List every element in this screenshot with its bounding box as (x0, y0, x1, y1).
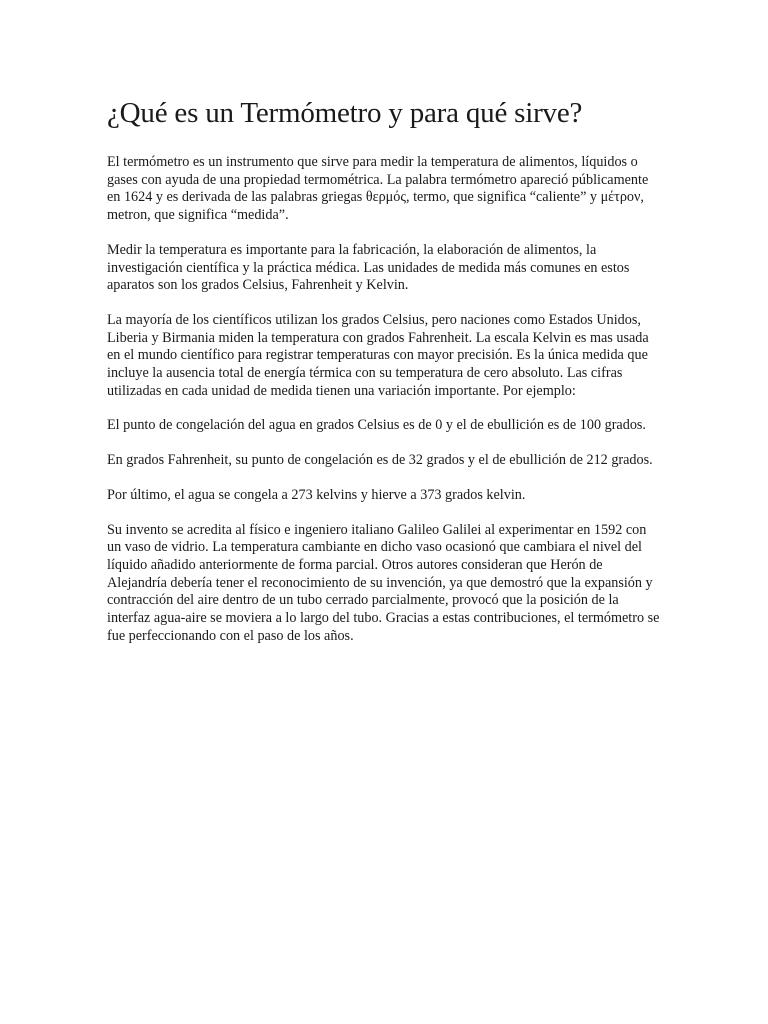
paragraph-fahrenheit: En grados Fahrenheit, su punto de congelación es de 32 grados y el de ebullición de 212 grados. (107, 452, 653, 469)
paragraph-celsius: El punto de congelación del agua en grados Celsius es de 0 y el de ebullición es de 100 grados. (107, 417, 646, 434)
paragraph-kelvin: Por último, el agua se congela a 273 kelvins y hierve a 373 grados kelvin. (107, 486, 526, 503)
document-title: ¿Qué es un Termómetro y para qué sirve? (107, 97, 583, 129)
paragraph-importance: Medir la temperatura es importante para la fabricación, la elaboración de alimentos, la investigación científica y la práctica médica. Las unidades de medida más comunes en estos aparatos son los grados Celsius, Fahrenheit y Kelvin. (107, 241, 630, 294)
paragraph-scales: La mayoría de los científicos utilizan los grados Celsius, pero naciones como Estados Unidos, Liberia y Birmania miden la temperatura con grados Fahrenheit. La escala Kelvin es mas usada en el mundo científico para registrar temperaturas con mayor precisión. Es la única medida que incluye la ausencia total de energía térmica con su temperatura de cero absoluto. Las cifras utilizadas en cada unidad de medida tienen una variación importante. Por ejemplo: (107, 311, 649, 399)
paragraph-definition: El termómetro es un instrumento que sirve para medir la temperatura de alimentos, líquidos o gases con ayuda de una propiedad termométrica. La palabra termómetro apareció públicamente en 1624 y es derivada de las palabras griegas θερμός, termo, que significa “caliente” y μέτρον, metron, que significa “medida”. (107, 154, 649, 224)
paragraph-history: Su invento se acredita al físico e ingeniero italiano Galileo Galilei al experimentar en 1592 con un vaso de vidrio. La temperatura cambiante en dicho vaso ocasionó que cambiara el nivel del líquido añadido anteriormente de forma parcial. Otros autores consideran que Herón de Alejandría debería tener el reconocimiento de su invención, ya que demostró que la expansión y contracción del aire dentro de un tubo cerrado parcialmente, provocó que la posición de la interfaz agua-aire se moviera a lo largo del tubo. Gracias a estas contribuciones, el termómetro se fue perfeccionando con el paso de los años. (107, 521, 660, 644)
